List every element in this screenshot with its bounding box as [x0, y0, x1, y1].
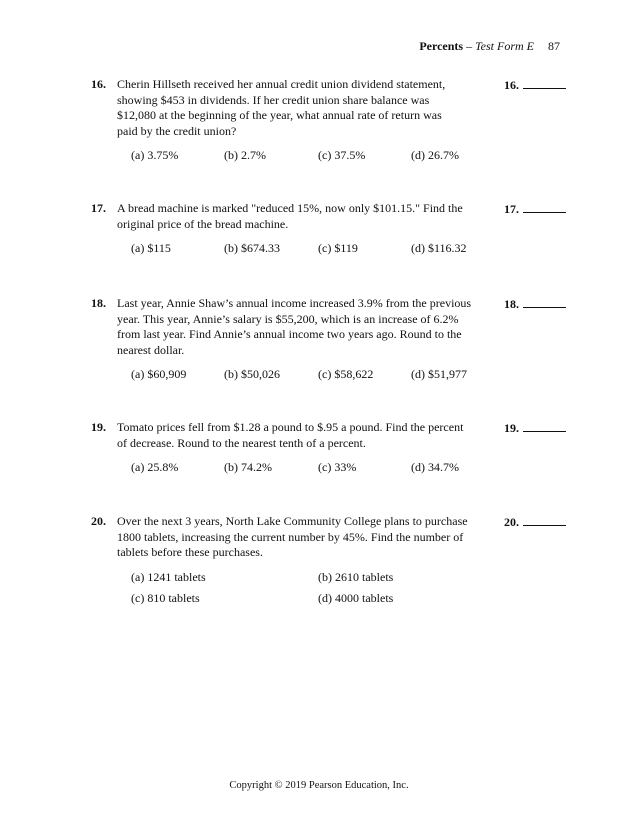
answer-blank[interactable] — [523, 77, 566, 89]
answer-blank[interactable] — [523, 296, 566, 308]
question-line: Last year, Annie Shaw’s annual income increased 3.9% from the previous — [117, 296, 472, 310]
question-line: Cherin Hillseth received her annual credit union dividend statement, — [117, 77, 446, 91]
choice-b[interactable]: (b) 2610 tablets — [318, 569, 394, 584]
question-line: 1800 tablets, increasing the current number by 45%. Find the number of — [117, 529, 464, 544]
answer-field[interactable] — [504, 201, 566, 218]
question-text — [117, 77, 487, 139]
answer-blank[interactable] — [523, 420, 566, 432]
page-header — [419, 39, 560, 54]
question-text — [117, 514, 487, 561]
choice-c[interactable]: (c) 810 tablets — [131, 590, 200, 605]
question-19 — [91, 420, 571, 476]
answer-field[interactable] — [504, 514, 566, 531]
test-form-label: Test Form E — [475, 39, 534, 53]
choice-b[interactable]: (b) 2.7% — [224, 148, 266, 162]
question-line: original price of the bread machine. — [117, 216, 289, 231]
question-line: nearest dollar. — [117, 342, 185, 357]
choice-a[interactable]: (a) 25.8% — [131, 460, 179, 474]
question-18 — [91, 296, 571, 383]
answer-label: 17. — [504, 202, 519, 216]
choice-a[interactable]: (a) $115 — [131, 241, 171, 255]
question-number: 18. — [91, 296, 106, 310]
choice-b[interactable]: (b) 74.2% — [224, 460, 272, 474]
choice-a[interactable]: (a) $60,909 — [131, 367, 187, 381]
section-title: Percents — [419, 39, 464, 53]
question-line: $12,080 at the beginning of the year, what annual rate of return was — [117, 108, 442, 122]
answer-choices — [131, 460, 571, 476]
answer-field[interactable] — [504, 420, 566, 437]
copyright-footer: Copyright © 2019 Pearson Education, Inc. — [229, 780, 409, 791]
question-number: 19. — [91, 420, 106, 434]
question-20 — [91, 514, 571, 614]
question-number: 20. — [91, 514, 106, 528]
answer-label: 18. — [504, 297, 519, 311]
choice-b[interactable]: (b) $50,026 — [224, 367, 280, 381]
choice-d[interactable]: (d) $51,977 — [411, 367, 467, 381]
question-line: Tomato prices fell from $1.28 a pound to $.95 a pound. Find the percent — [117, 420, 464, 434]
choice-a[interactable]: (a) 3.75% — [131, 148, 179, 162]
answer-label: 16. — [504, 78, 519, 92]
choice-a[interactable]: (a) 1241 tablets — [131, 569, 206, 584]
question-line: tablets before these purchases. — [117, 545, 263, 559]
question-line: Over the next 3 years, North Lake Community College plans to purchase — [117, 514, 468, 528]
choice-c[interactable]: (c) $58,622 — [318, 367, 374, 381]
answer-label: 20. — [504, 515, 519, 529]
question-line: from last year. Find Annie’s annual income two years ago. Round to the — [117, 327, 462, 341]
question-line: showing $453 in dividends. If her credit union share balance was — [117, 92, 430, 107]
question-text — [117, 296, 487, 358]
answer-choices — [131, 241, 571, 257]
page-number: 87 — [548, 39, 560, 53]
choice-d[interactable]: (d) $116.32 — [411, 241, 467, 255]
answer-field[interactable] — [504, 296, 566, 313]
question-17 — [91, 201, 571, 257]
question-number: 16. — [91, 77, 106, 91]
answer-field[interactable] — [504, 77, 566, 94]
answer-choices — [131, 367, 571, 383]
choice-b[interactable]: (b) $674.33 — [224, 241, 280, 255]
question-line: of decrease. Round to the nearest tenth of a percent. — [117, 435, 366, 450]
choice-d[interactable]: (d) 26.7% — [411, 148, 459, 162]
question-line: paid by the credit union? — [117, 123, 237, 138]
choice-c[interactable]: (c) $119 — [318, 241, 358, 255]
choice-d[interactable]: (d) 34.7% — [411, 460, 459, 474]
title-separator: – — [463, 39, 476, 53]
answer-choices — [131, 148, 571, 164]
question-16 — [91, 77, 571, 164]
answer-label: 19. — [504, 421, 519, 435]
choice-c[interactable]: (c) 33% — [318, 460, 357, 474]
choice-d[interactable]: (d) 4000 tablets — [318, 590, 394, 605]
question-line: year. This year, Annie’s salary is $55,200, which is an increase of 6.2% — [117, 311, 459, 326]
question-line: A bread machine is marked "reduced 15%, now only $101.15." Find the — [117, 201, 463, 215]
question-number: 17. — [91, 201, 106, 215]
choice-c[interactable]: (c) 37.5% — [318, 148, 366, 162]
answer-blank[interactable] — [523, 201, 566, 213]
question-text — [117, 420, 487, 451]
answer-choices — [131, 570, 571, 614]
answer-blank[interactable] — [523, 514, 566, 526]
question-text — [117, 201, 487, 232]
